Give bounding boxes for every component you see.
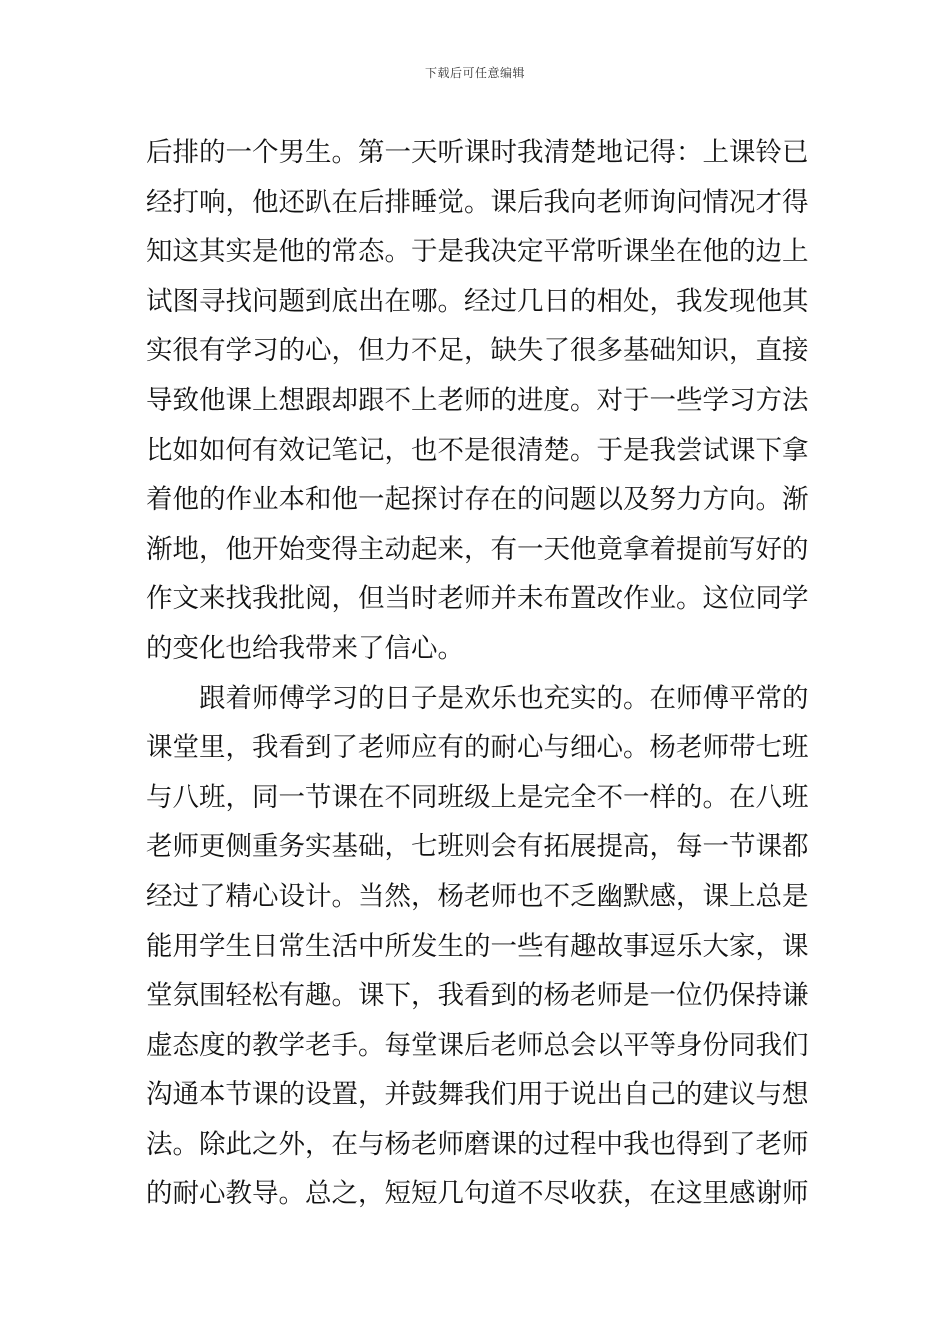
text-line: 堂氛围轻松有趣。课下，我看到的杨老师是一位仍保持谦 (146, 980, 809, 1012)
text-line: 试图寻找问题到底出在哪。经过几日的相处，我发现他其 (146, 285, 809, 317)
text-line: 能用学生日常生活中所发生的一些有趣故事逗乐大家，课 (146, 930, 809, 962)
text-line: 着他的作业本和他一起探讨存在的问题以及努力方向。渐 (146, 484, 809, 516)
text-line: 课堂里，我看到了老师应有的耐心与细心。杨老师带七班 (146, 732, 809, 764)
page-header: 下载后可任意编辑 (424, 66, 525, 80)
text-line: 沟通本节课的设置，并鼓舞我们用于说出自己的建议与想 (146, 1079, 809, 1111)
text-line: 与八班，同一节课在不同班级上是完全不一样的。在八班 (146, 781, 809, 813)
text-line: 法。除此之外，在与杨老师磨课的过程中我也得到了老师 (146, 1128, 809, 1160)
text-line-first: 跟着师傅学习的日子是欢乐也充实的。在师傅平常的 (199, 682, 809, 714)
text-line: 的变化也给我带来了信心。 (146, 632, 464, 664)
body-text (146, 128, 818, 1219)
paragraph-2 (146, 674, 818, 1220)
text-line: 经打响，他还趴在后排睡觉。课后我向老师询问情况才得 (146, 186, 809, 218)
text-line: 实很有学习的心，但力不足，缺失了很多基础知识，直接 (146, 335, 809, 367)
text-line: 作文来找我批阅，但当时老师并未布置改作业。这位同学 (146, 583, 809, 615)
text-line: 虚态度的教学老手。每堂课后老师总会以平等身份同我们 (146, 1029, 809, 1061)
text-line: 知这其实是他的常态。于是我决定平常听课坐在他的边上 (146, 236, 809, 268)
text-line: 经过了精心设计。当然，杨老师也不乏幽默感，课上总是 (146, 880, 809, 912)
text-line: 导致他课上想跟却跟不上老师的进度。对于一些学习方法 (146, 384, 809, 416)
text-line: 的耐心教导。总之，短短几句道不尽收获，在这里感谢师 (146, 1178, 809, 1210)
text-line: 渐地，他开始变得主动起来，有一天他竟拿着提前写好的 (146, 533, 809, 565)
text-line: 老师更侧重务实基础，七班则会有拓展提高，每一节课都 (146, 831, 809, 863)
text-line: 后排的一个男生。第一天听课时我清楚地记得：上课铃已 (146, 137, 809, 168)
paragraph-1 (146, 128, 818, 674)
text-line: 比如如何有效记笔记，也不是很清楚。于是我尝试课下拿 (146, 434, 809, 466)
